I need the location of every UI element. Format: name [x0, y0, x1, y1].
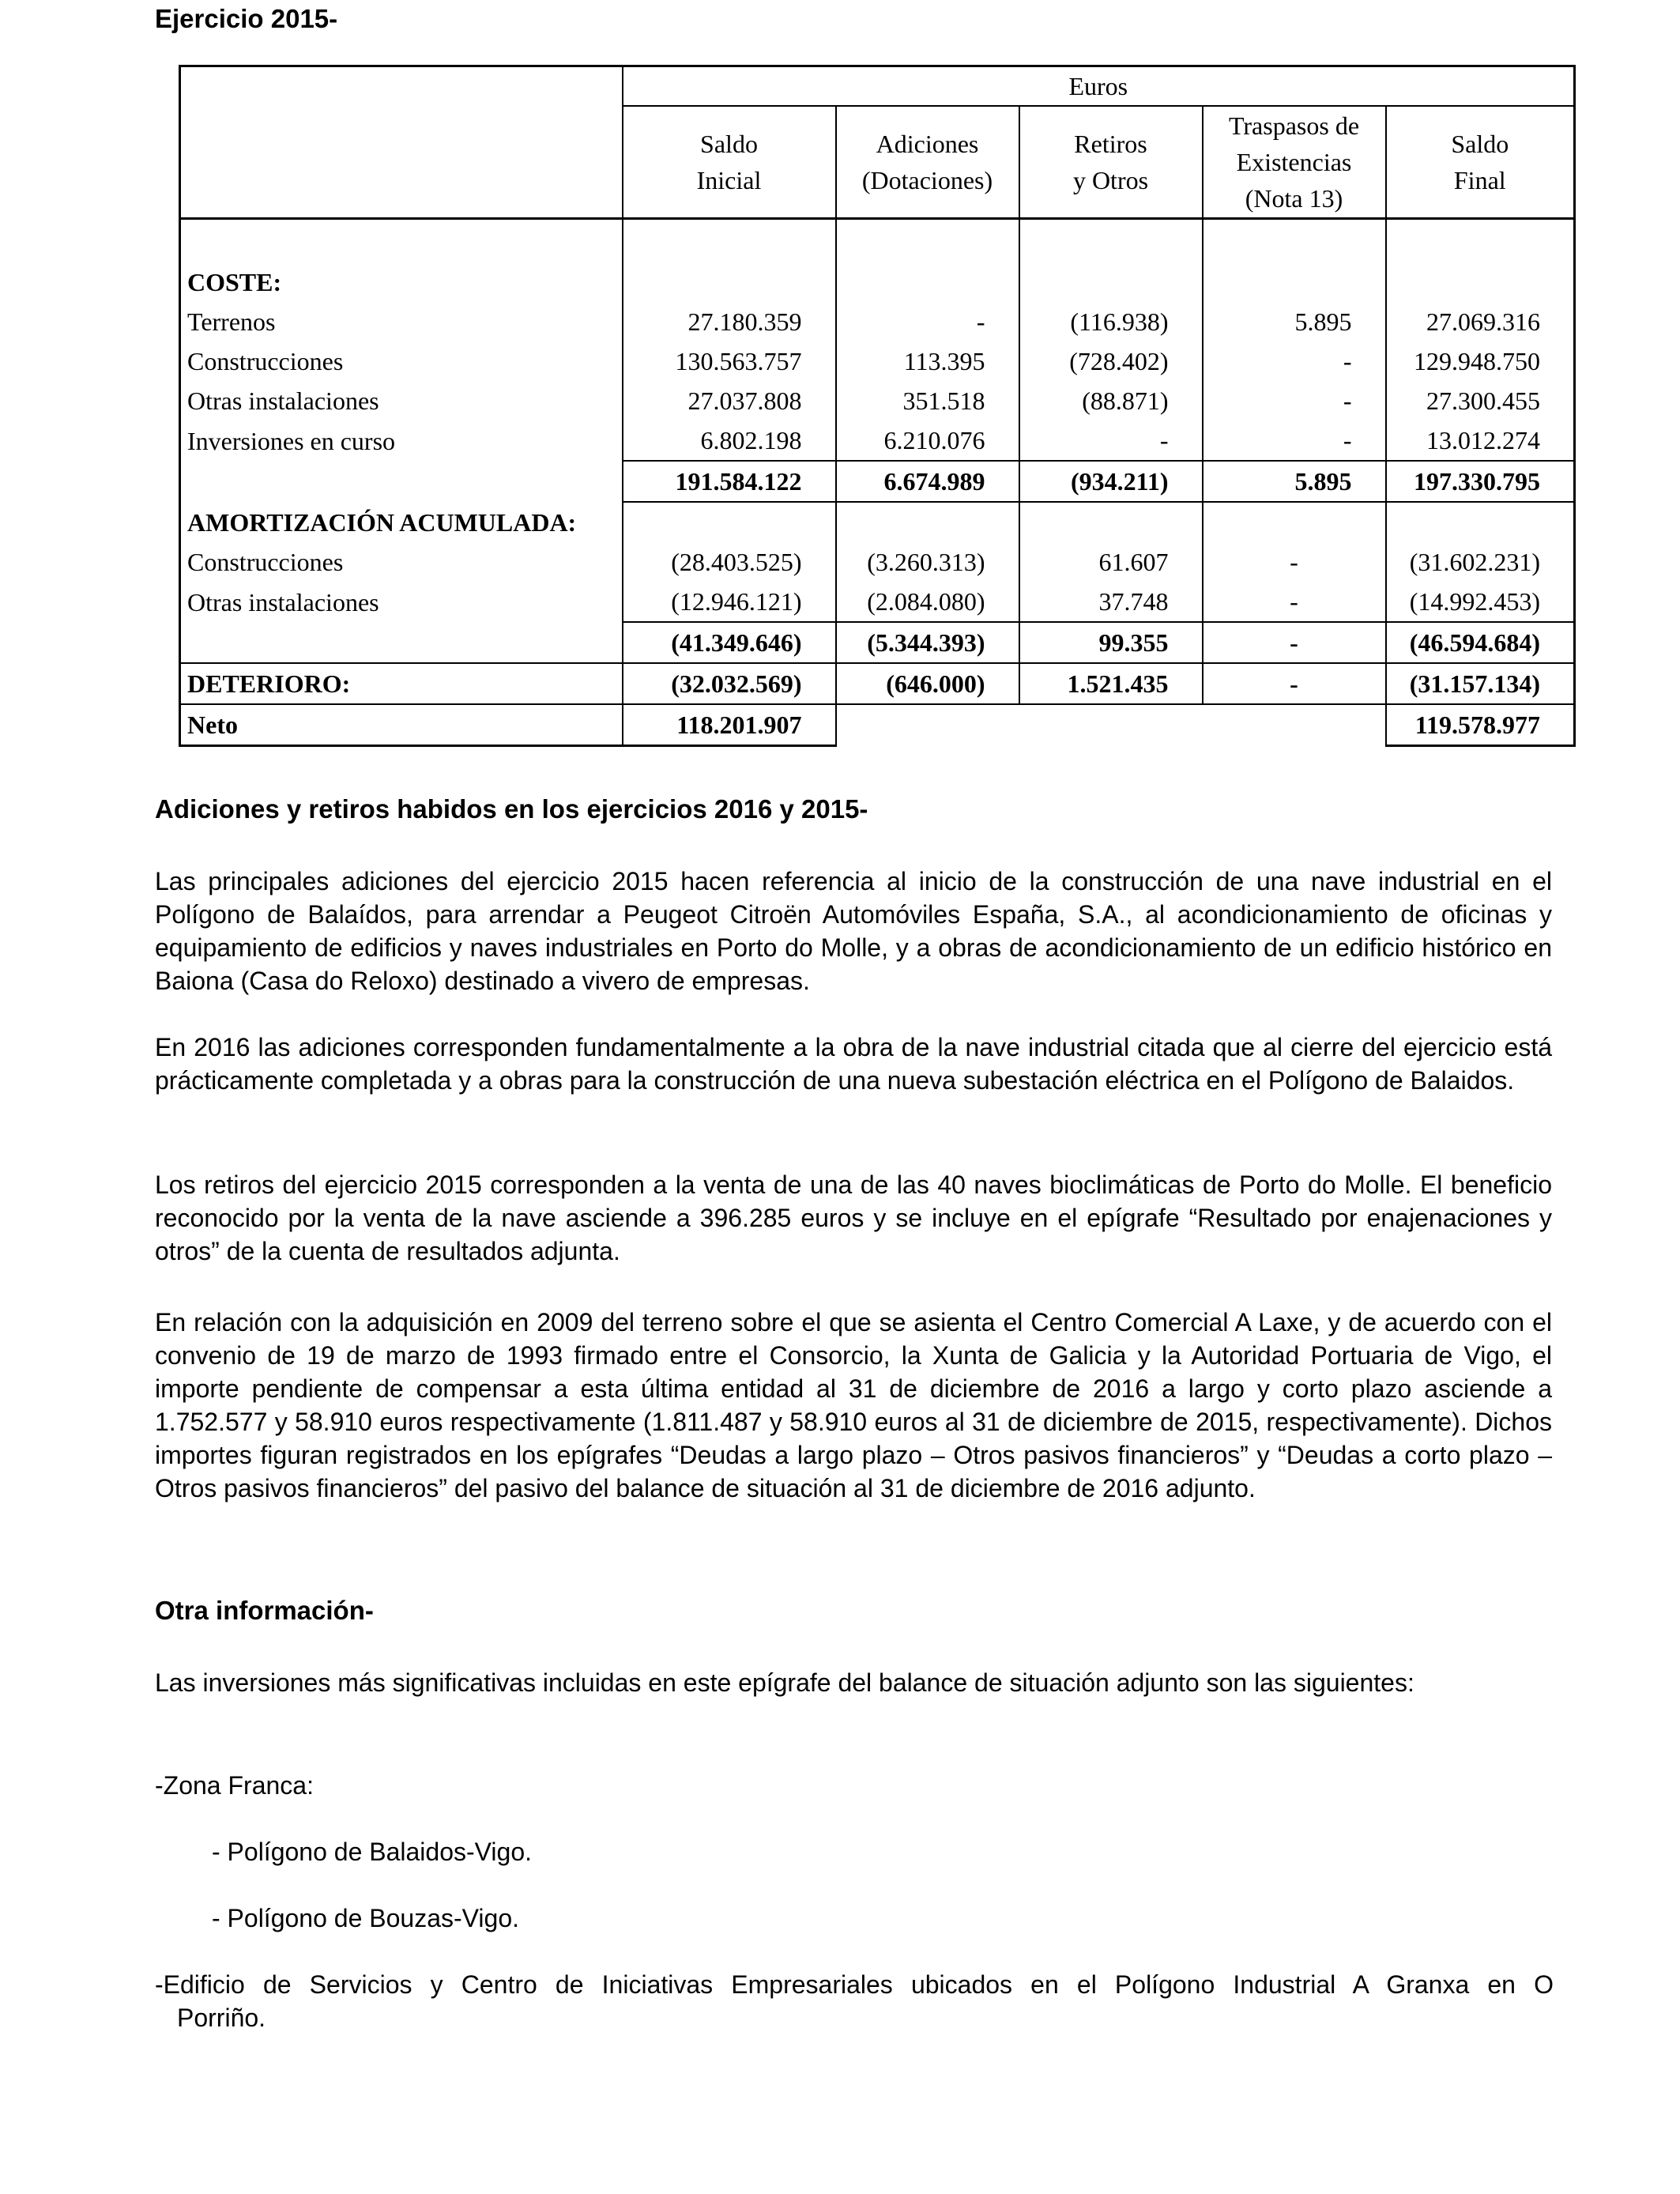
col-header-retiros: Retiros y Otros: [1019, 106, 1203, 219]
col-header-traspasos: Traspasos de Existencias (Nota 13): [1203, 106, 1386, 219]
section-heading-ejercicio-2015: Ejercicio 2015-: [155, 4, 338, 33]
col-header-saldo-final: Saldo Final: [1386, 106, 1575, 219]
list-item-poligono-balaidos: - Polígono de Balaidos-Vigo.: [212, 1838, 533, 1866]
col-header-saldo-inicial: Saldo Inicial: [623, 106, 836, 219]
table-row-neto: Neto 118.201.907 119.578.977: [180, 704, 1575, 746]
inmovilizado-table: [179, 65, 1576, 747]
table-row-deterioro: DETERIORO: (32.032.569) (646.000) 1.521.435 - (31.157.134): [180, 663, 1575, 704]
paragraph-inversiones: Las inversiones más significativas incluidas en este epígrafe del balance de situación adjunto son las siguientes:: [155, 1668, 1414, 1697]
list-item-poligono-bouzas: - Polígono de Bouzas-Vigo.: [212, 1904, 519, 1932]
paragraph-retiros-2015: Los retiros del ejercicio 2015 corresponden a la venta de una de las 40 naves bioclimáticas de Porto do Molle. El beneficio reconocido por la venta de la nave asciende a 396.285 euros y se incluye en el epígrafe “Resultado por enajenaciones y otros” de la cuenta de resultados adjunta.: [155, 1171, 1552, 1265]
table-row: Construcciones 130.563.757 113.395 (728.402) - 129.948.750: [180, 341, 1575, 381]
table-row: Terrenos 27.180.359 - (116.938) 5.895 27.069.316: [180, 302, 1575, 341]
table-row: Construcciones (28.403.525) (3.260.313) 61.607 - (31.602.231): [180, 542, 1575, 582]
section-heading-adiciones-retiros: Adiciones y retiros habidos en los ejercicios 2016 y 2015-: [155, 794, 868, 824]
table-total-row-amortizacion: (41.349.646) (5.344.393) 99.355 - (46.594.684): [180, 622, 1575, 663]
table-total-row-coste: 191.584.122 6.674.989 (934.211) 5.895 197.330.795: [180, 461, 1575, 502]
table-section-label: COSTE:: [180, 262, 1575, 302]
paragraph-adiciones-2015: Las principales adiciones del ejercicio 2015 hacen referencia al inicio de la construcción de una nave industrial en el Polígono de Balaídos, para arrendar a Peugeot Citroën Automóviles España, S.A., al acondicionamiento de oficinas y equipamiento de edificios y naves industriales en Porto do Molle, y a obras de acondicionamiento de un edificio histórico en Baiona (Casa do Reloxo) destinado a vivero de empresas.: [155, 867, 1552, 995]
list-item-zona-franca: -Zona Franca:: [155, 1771, 314, 1800]
table-row: Inversiones en curso 6.802.198 6.210.076 - - 13.012.274: [180, 420, 1575, 461]
paragraph-adiciones-2016: En 2016 las adiciones corresponden fundamentalmente a la obra de la nave industrial citada que al cierre del ejercicio está prácticamente completada y a obras para la construcción de una nueva subestación eléctrica en el Polígono de Balaidos.: [155, 1033, 1552, 1095]
list-item-edificio-servicios: -Edificio de Servicios y Centro de Iniciativas Empresariales ubicados en el Polígono Industrial A Granxa en O: [155, 1970, 1554, 1999]
section-heading-otra-informacion: Otra información-: [155, 1596, 374, 1625]
table-header-row: [180, 106, 1575, 219]
currency-label: Euros: [623, 66, 1575, 107]
list-item-edificio-continuacion: Porriño.: [177, 2004, 266, 2032]
table-row: Otras instalaciones 27.037.808 351.518 (88.871) - 27.300.455: [180, 381, 1575, 420]
table-currency-row: [180, 66, 1575, 107]
table-row: Otras instalaciones (12.946.121) (2.084.080) 37.748 - (14.992.453): [180, 582, 1575, 622]
col-header-adiciones: Adiciones (Dotaciones): [836, 106, 1019, 219]
table-section-label: AMORTIZACIÓN ACUMULADA:: [180, 502, 1575, 542]
paragraph-terreno-laxe: En relación con la adquisición en 2009 del terreno sobre el que se asienta el Centro Comercial A Laxe, y de acuerdo con el convenio de 19 de marzo de 1993 firmado entre el Consorcio, la Xunta de Galicia y la Autoridad Portuaria de Vigo, el importe pendiente de compensar a esta última entidad al 31 de diciembre de 2016 a largo y corto plazo asciende a 1.752.577 y 58.910 euros respectivamente (1.811.487 y 58.910 euros al 31 de diciembre de 2015, respectivamente). Dichos importes figuran registrados en los epígrafes “Deudas a largo plazo – Otros pasivos financieros” y “Deudas a corto plazo – Otros pasivos financieros” del pasivo del balance de situación al 31 de diciembre de 2016 adjunto.: [155, 1308, 1552, 1502]
